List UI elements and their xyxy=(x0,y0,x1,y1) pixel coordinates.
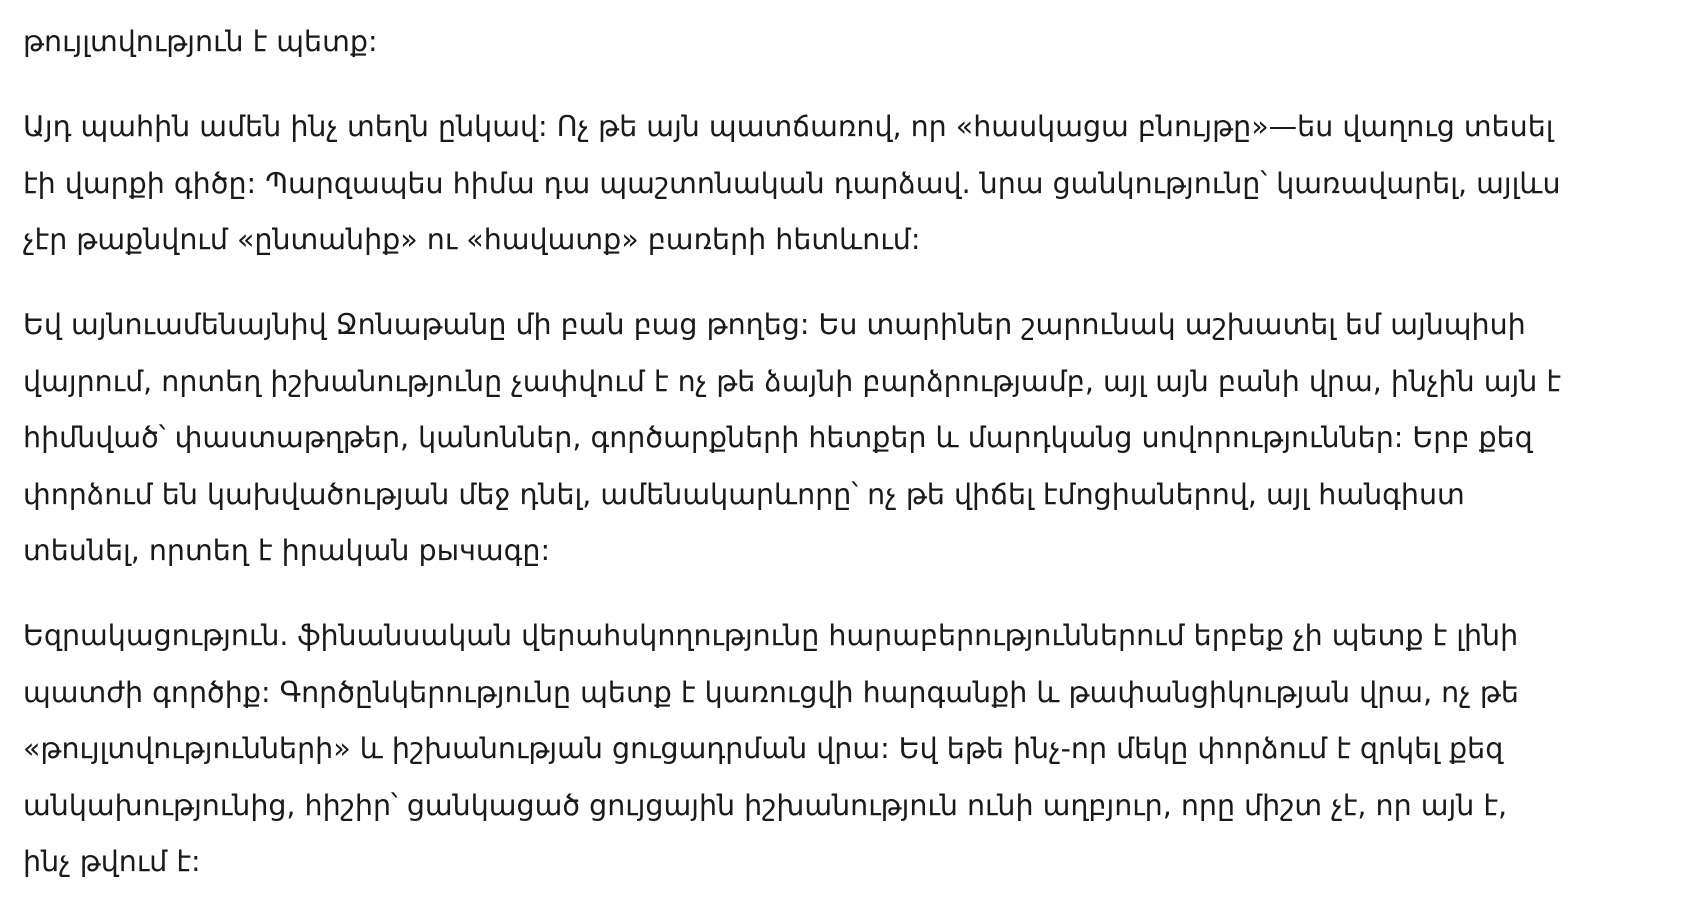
text-line: տեսնել, որտեղ է իրական рычագը: xyxy=(23,534,551,567)
paragraph-4 xyxy=(23,608,1583,891)
text-line: Եվ այնուամենայնիվ Ջոնաթանը մի բան բաց թողեց: Ես տարիներ շարունակ աշխատել եմ այնպիսի xyxy=(23,308,1526,341)
text-line: փորձում են կախվածության մեջ դնել, ամենակարևորը՝ ոչ թե վիճել էմոցիաներով, այլ հանգիստ xyxy=(23,477,1465,511)
text-line: Այդ պահին ամեն ինչ տեղն ընկավ: Ոչ թե այն պատճառով, որ «հասկացա բնույթը»—ես վաղուց տեսել xyxy=(23,110,1554,143)
text-line: թույլտվություն է պետք: xyxy=(23,25,378,58)
document-body xyxy=(23,14,1583,919)
paragraph-3 xyxy=(23,297,1583,580)
paragraph-1 xyxy=(23,14,1583,71)
text-line: Եզրակացություն. ֆինանսական վերահսկողությունը հարաբերություններում երբեք չի պետք է լինի xyxy=(23,619,1519,652)
text-line: ինչ թվում է: xyxy=(23,845,201,878)
text-line: չէր թաքնվում «ընտանիք» ու «հավատք» բառերի հետևում: xyxy=(23,223,921,256)
text-line: պատժի գործիք: Գործընկերությունը պետք է կառուցվի հարգանքի և թափանցիկության վրա, ոչ թե xyxy=(23,675,1519,709)
text-line: էի վարքի գիծը: Պարզապես հիմա դա պաշտոնական դարձավ. նրա ցանկությունը՝ կառավարել, այլևս xyxy=(23,166,1561,200)
text-line: հիմնված՝ փաստաթղթեր, կանոններ, գործարքների հետքեր և մարդկանց սովորություններ: Երբ քեզ xyxy=(23,421,1533,454)
text-line: անկախությունից, հիշիր՝ ցանկացած ցույցային իշխանություն ունի աղբյուր, որը միշտ չէ, որ այն է, xyxy=(23,788,1508,822)
text-line: վայրում, որտեղ իշխանությունը չափվում է ոչ թե ձայնի բարձրությամբ, այլ այն բանի վրա, ինչին այն է xyxy=(23,364,1561,398)
paragraph-2 xyxy=(23,99,1583,269)
text-line: «թույլտվությունների» և իշխանության ցուցադրման վրա: Եվ եթե ինչ-որ մեկը փորձում է զրկել քեզ xyxy=(23,732,1504,765)
